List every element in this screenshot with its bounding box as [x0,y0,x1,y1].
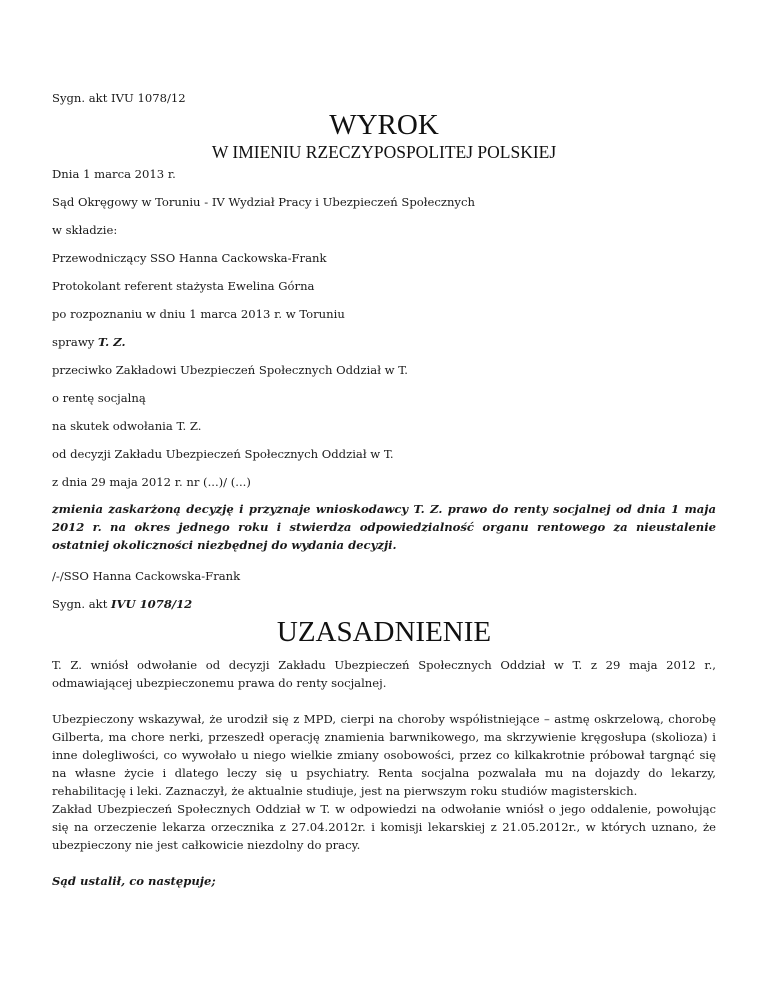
ruling-text: zmienia zaskarżoną decyzję i przyznaje wnioskodawcy T. Z. prawo do renty socjalnej od dnia 1 maja 2012 r. na okres jednego roku i stwierdza odpowiedzialność organu rentowego za nieustalenie ostatniej okoliczności niezbędnej do wydania decyzji. [52,502,716,552]
case-number: Sygn. akt IVU 1078/12 [52,91,186,105]
case-party-prefix: sprawy [52,335,95,349]
justification-paragraph: Zakład Ubezpieczeń Społecznych Oddział w T. w odpowiedzi na odwołanie wniósł o jego oddalenie, powołując się na orzeczenie lekarza orzecznika z 27.04.2012r. i komisji lekarskiej z 21.05.2012r., w których uznano, że ubezpieczony nie jest całkowicie niezdolny do pracy. [52,802,716,852]
presiding-judge: Przewodniczący SSO Hanna Cackowska-Frank [52,251,327,265]
justification-paragraph: Ubezpieczony wskazywał, że urodził się z MPD, cierpi na choroby współistniejące – astmę oskrzelową, chorobę Gilberta, ma chore nerki, przeszedł operację znamienia barwnikowego, ma skrzywienie kręgosłupa (skolioza) i inne dolegliwości, co wywołało u niego wielkie zmiany osobowości, przez co kilkakrotnie próbował targnąć się na własne życie i dlatego leczy się u psychiatry. Renta socjalna pozwalała mu na dojazdy do lekarzy, rehabilitację i leki. Zaznaczył, że aktualnie studiuje, jest na pierwszym roku studiów magisterskich. [52,712,716,798]
document-title: WYROK [329,109,439,141]
against-party: przeciwko Zakładowi Ubezpieczeń Społecznych Oddział w T. [52,363,408,377]
justification-paragraph: T. Z. wniósł odwołanie od decyzji Zakładu Ubezpieczeń Społecznych Oddział w T. z 29 maja 2012 r., odmawiającej ubezpieczonemu prawa do renty socjalnej. [52,658,716,690]
signature: /-/SSO Hanna Cackowska-Frank [52,569,241,583]
justification-heading: UZASADNIENIE [276,616,492,648]
judgment-date: Dnia 1 marca 2013 r. [52,167,176,181]
case-subject: o rentę socjalną [52,391,146,405]
case-number-repeat [52,596,192,613]
case-party-name: T. Z. [98,335,126,349]
decision-date: z dnia 29 maja 2012 r. nr (...)/ (...) [52,475,251,489]
court-clerk: Protokolant referent stażysta Ewelina Górna [52,279,315,293]
appeal-info: na skutek odwołania T. Z. [52,419,202,433]
decision-from: od decyzji Zakładu Ubezpieczeń Społecznych Oddział w T. [52,447,394,461]
case-number-repeat-prefix: Sygn. akt [52,597,108,611]
case-number-repeat-value: IVU 1078/12 [111,597,193,611]
document-subtitle: W IMIENIU RZECZYPOSPOLITEJ POLSKIEJ [211,142,557,162]
hearing-info: po rozpoznaniu w dniu 1 marca 2013 r. w Toruniu [52,307,345,321]
findings-heading: Sąd ustalił, co następuje; [52,874,216,888]
case-party [52,334,126,351]
composition-label: w składzie: [52,223,118,237]
court-name: Sąd Okręgowy w Toruniu - IV Wydział Pracy i Ubezpieczeń Społecznych [52,195,475,209]
